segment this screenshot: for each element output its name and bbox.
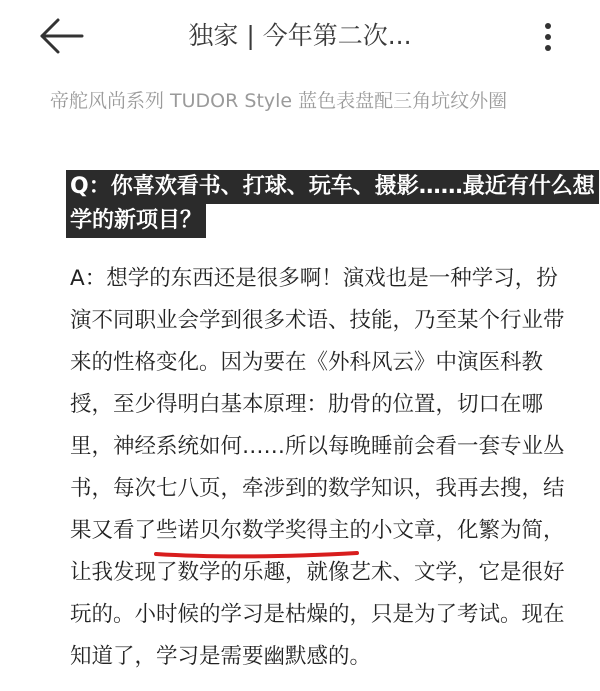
- red-underline-mark: [154, 535, 359, 549]
- more-vertical-icon-dot: [545, 45, 551, 51]
- question-block: [66, 170, 595, 238]
- answer-line: 书，每次七八页，牵涉到的数学知识，我再去搜，结: [70, 476, 565, 501]
- page-title: 独家 | 今年第二次...: [188, 21, 412, 50]
- answer-line: 授，至少得明白基本原理：肋骨的位置，切口在哪: [70, 392, 544, 417]
- answer-line: A：想学的东西还是很多啊！演戏也是一种学习，扮: [70, 266, 558, 291]
- image-caption: 帝舵风尚系列 TUDOR Style 蓝色表盘配三角坑纹外圈: [50, 90, 508, 112]
- back-button[interactable]: [36, 14, 88, 58]
- arrow-left-icon: [36, 14, 88, 58]
- answer-line-highlighted: [70, 510, 565, 552]
- answer-line: 知道了，学习是需要幽默感的。: [70, 644, 372, 669]
- answer-line: 里，神经系统如何……所以每晚睡前会看一套专业丛: [70, 434, 565, 459]
- more-vertical-icon: [545, 23, 551, 29]
- top-navigation-bar: [0, 0, 600, 72]
- question-line: 学的新项目？: [66, 204, 206, 238]
- answer-block: [70, 258, 565, 678]
- more-vertical-icon-dot: [545, 34, 551, 40]
- answer-line: 让我发现了数学的乐趣，就像艺术、文学，它是很好: [70, 560, 565, 585]
- answer-line: 玩的。小时候的学习是枯燥的，只是为了考试。现在: [70, 602, 565, 627]
- question-line: Q：你喜欢看书、打球、玩车、摄影……最近有什么想: [66, 170, 599, 204]
- answer-line: 来的性格变化。因为要在《外科风云》中演医科教: [70, 350, 544, 375]
- answer-line-text: 果又看了些诺贝尔数学奖得主的小文章，化繁为简，: [70, 518, 565, 543]
- more-options-button[interactable]: [536, 20, 560, 54]
- answer-line: 演不同职业会学到很多术语、技能，乃至某个行业带: [70, 308, 565, 333]
